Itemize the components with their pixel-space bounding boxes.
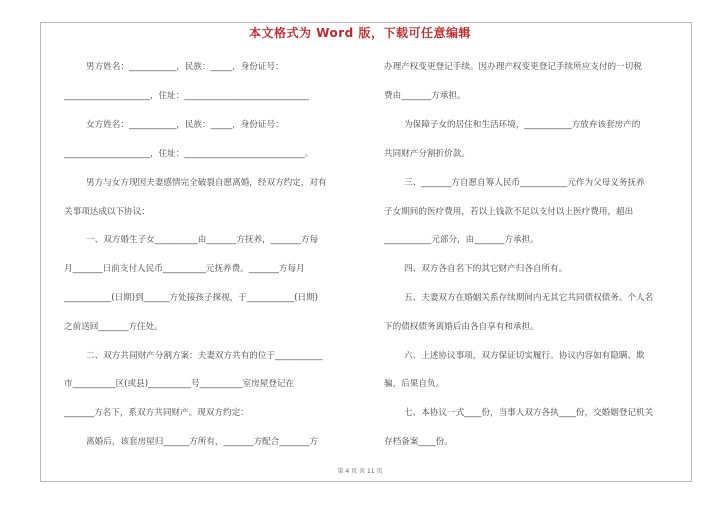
text-line: 下的债权债务离婚后由各自享有和承担。 <box>384 322 539 332</box>
text-line: 共同财产分割折价款。 <box>384 149 470 159</box>
text-line: 费由_______方承担。 <box>384 91 466 101</box>
text-line: 关事项达成以下协议： <box>64 207 150 217</box>
text-line: 为保障子女的居住和生活环境，___________方放弃该套房产的 <box>404 120 641 130</box>
text-line: 子女期间的医疗费用，若以上钱款不足以支付以上医疗费用，超出 <box>384 207 634 217</box>
text-line: ___________(日期)到______方处接孩子探视，于___________(日期) <box>64 293 319 303</box>
text-line: 一、双方婚生子女__________由_______方抚养，_______方每 <box>86 235 319 245</box>
text-line: 骗，后果自负。 <box>384 379 445 389</box>
text-line: _______方名下，系双方共同财产。现双方约定： <box>64 408 249 418</box>
format-banner: 本文格式为 Word 版，下载可任意编辑 <box>249 26 471 40</box>
text-line: 存档备案____份。 <box>384 437 453 447</box>
text-line: 三、_______方自愿自筹人民币___________元作为父母义务抚养 <box>404 178 645 188</box>
text-line: 男方与女方现因夫妻感情完全破裂自愿离婚，经双方约定，对有 <box>86 178 327 188</box>
text-line: 四、双方各自名下的其它财产归各自所有。 <box>404 264 568 274</box>
text-line: ____________________，住址：_____________________________ <box>64 91 309 101</box>
text-line: 六、上述协议事项，双方保证切实履行。协议内容如有隐瞒、欺 <box>404 351 645 361</box>
text-line: 月_______日前支付人民币__________元抚养费。_______方每月 <box>64 264 305 274</box>
text-line: 市__________区(或县)__________号__________室房屋登记在 <box>64 379 295 389</box>
text-line: 女方姓名：___________，民族：_____，身份证号： <box>86 120 284 130</box>
text-line: 七、本协议一式____份，当事人双方各执____份，交婚姻登记机关 <box>404 408 654 418</box>
text-line: 离婚后，该套房屋归______方所有，_______方配合_______方 <box>86 437 319 447</box>
text-line: ____________________，住址：____________________________。 <box>64 149 314 159</box>
text-line: ___________元部分，由_______方承担。 <box>384 235 539 245</box>
text-line: 五、夫妻双方在婚姻关系存续期间内无其它共同债权债务。个人名 <box>404 293 654 303</box>
text-line: 男方姓名：___________，民族：_____，身份证号： <box>86 62 284 72</box>
text-line: 办理产权变更登记手续。因办理产权变更登记手续所应支付的一切税 <box>384 62 642 72</box>
text-line: 二、双方共同财产分割方案：夫妻双方共有的位于___________ <box>86 351 323 361</box>
page-number: 第 4 页 共 11 页 <box>337 468 383 475</box>
text-line: 之前送回_______方住处。 <box>64 322 163 332</box>
